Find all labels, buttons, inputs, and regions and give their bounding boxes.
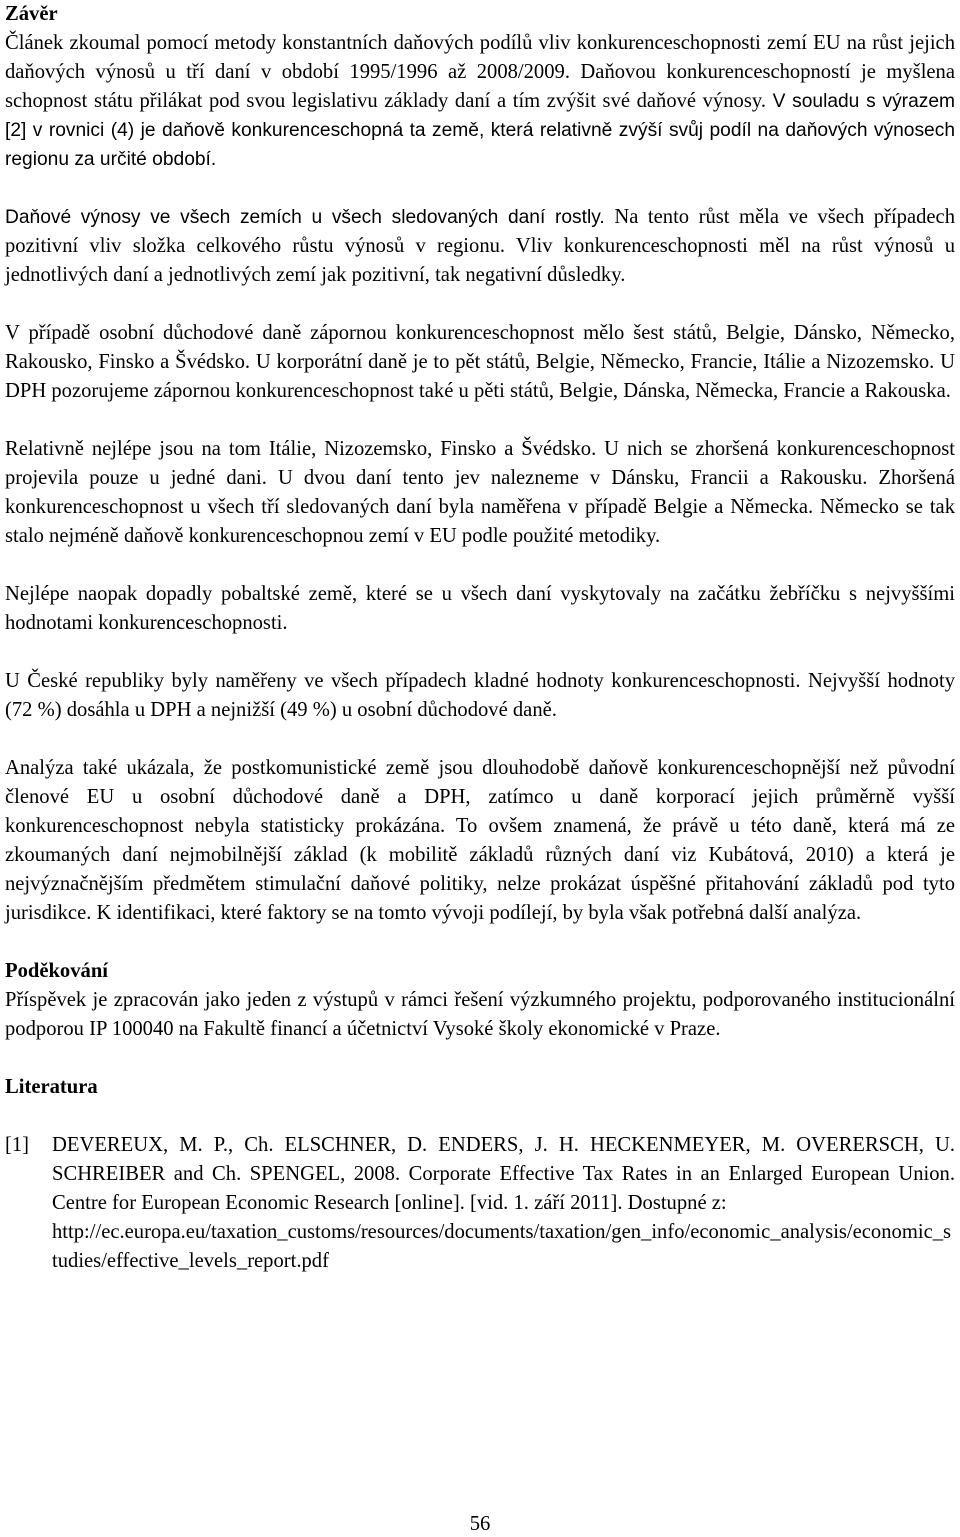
section-heading-literatura: Literatura <box>5 1076 98 1098</box>
paragraph-1-sans: V souladu s výrazem [2] v rovnici (4) je daňově konkurenceschopná ta země, která relativně zvýší svůj podíl na daňových výnosech regionu za určité období. <box>5 91 955 170</box>
paragraph-4: Relativně nejlépe jsou na tom Itálie, Nizozemsko, Finsko a Švédsko. U nich se zhoršená konkurenceschopnost projevila pouze u jedné dani. U dvou daní tento jev nalezneme v Dánsku, Francii a Rakousku. Zhoršená konkurenceschopnost u všech tří sledovaných daní byla naměřena v případě Belgie a Německa. Německo se tak stalo nejméně daňově konkurenceschopnou zemí v EU podle použité metodiky. <box>5 438 955 547</box>
paragraph-3: V případě osobní důchodové daně zápornou konkurenceschopnost mělo šest států, Belgie, Dánsko, Německo, Rakousko, Finsko a Švédsko. U korporátní daně je to pět států, Belgie, Německo, Francie, Itálie a Nizozemsko. U DPH pozorujeme zápornou konkurenceschopnost také u pěti států, Belgie, Dánska, Německa, Francie a Rakouska. <box>5 322 955 402</box>
section-heading-podekovani: Poděkování <box>5 960 108 982</box>
reference-list <box>5 1131 955 1276</box>
paragraph-2 <box>5 203 955 290</box>
paragraph-2-sans: Daňové výnosy ve všech zemích u všech sledovaných daní rostly. <box>5 207 615 228</box>
paragraph-6: U České republiky byly naměřeny ve všech případech kladné hodnoty konkurenceschopnosti. Nejvyšší hodnoty (72 %) dosáhla u DPH a nejnižší (49 %) u osobní důchodové daně. <box>5 670 955 721</box>
page-number: 56 <box>469 1513 491 1535</box>
paragraph-5: Nejlépe naopak dopadly pobaltské země, které se u všech daní vyskytovaly na začátku žebříčku s nejvyššími hodnotami konkurenceschopnosti. <box>5 583 955 634</box>
paragraph-2-serif: Na tento růst měla ve všech případech pozitivní vliv složka celkového růstu výnosů v regionu. Vliv konkurenceschopnosti měl na růst výnosů u jednotlivých daní a jednotlivých zemí jak pozitivní, tak negativní důsledky. <box>5 206 955 286</box>
reference-url[interactable]: http://ec.europa.eu/taxation_customs/resources/documents/taxation/gen_info/economic_analysis/economic_studies/effective_levels_report.pdf <box>52 1221 952 1272</box>
paragraph-1-serif: Článek zkoumal pomocí metody konstantních daňových podílů vliv konkurenceschopnosti zemí EU na růst jejich daňových výnosů u tří daní v období 1995/1996 až 2008/2009. Daňovou konkurenceschopností je myšlena schopnost státu přilákat pod svou legislativu základy daní a tím zvýšit své daňové výnosy. <box>5 32 955 112</box>
reference-text <box>52 1131 955 1276</box>
acknowledgement-text: Příspěvek je zpracován jako jeden z výstupů v rámci řešení výzkumného projektu, podporovaného institucionální podporou IP 100040 na Fakultě financí a účetnictví Vysoké školy ekonomické v Praze. <box>5 989 955 1040</box>
reference-citation: DEVEREUX, M. P., Ch. ELSCHNER, D. ENDERS, J. H. HECKENMEYER, M. OVERERSCH, U. SCHREIBER and Ch. SPENGEL, 2008. Corporate Effective Tax Rates in an Enlarged European Union. Centre for European Economic Research [online]. [vid. 1. září 2011]. Dostupné z: <box>52 1134 955 1214</box>
section-heading-zaver: Závěr <box>5 3 58 25</box>
paragraph-7: Analýza také ukázala, že postkomunistické země jsou dlouhodobě daňově konkurenceschopnější než původní členové EU u osobní důchodové daně a DPH, zatímco u daně korporací jejich průměrně vyšší konkurenceschopnost nebyla statisticky prokázána. To ovšem znamená, že právě u této daně, která má ze zkoumaných daní nejmobilnější základ (k mobilitě základů různých daní viz Kubátová, 2010) a která je nejvýznačnějším předmětem stimulační daňové politiky, nelze prokázat úspěšné přitahování základů pod tyto jurisdikce. K identifikaci, které faktory se na tomto vývoji podílejí, by byla však potřebná další analýza. <box>5 757 955 924</box>
page-content <box>5 0 955 1276</box>
paragraph-1 <box>5 29 955 174</box>
reference-number: [1] <box>5 1134 30 1156</box>
reference-item <box>5 1131 955 1276</box>
